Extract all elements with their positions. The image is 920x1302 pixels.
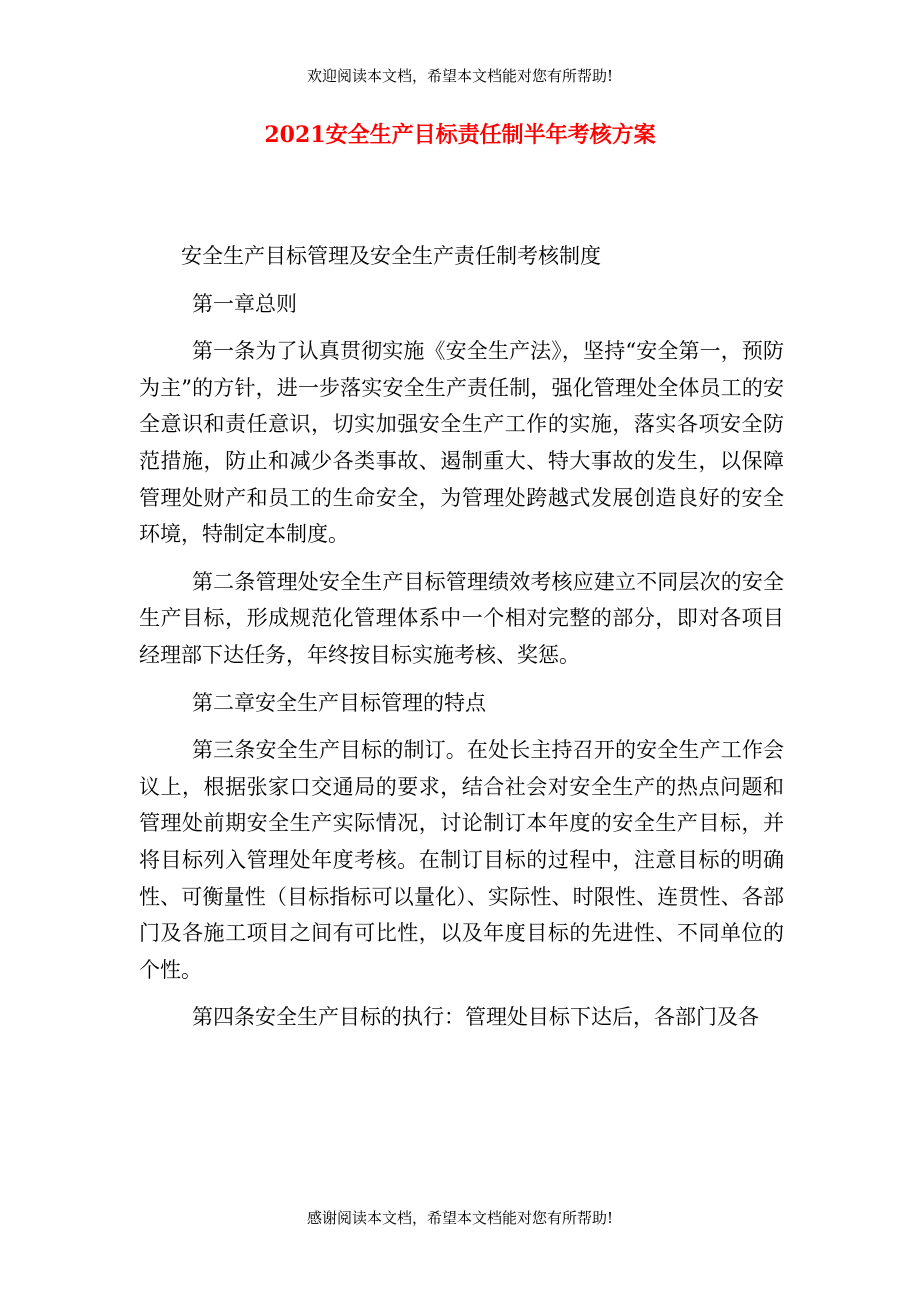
page-footer: 感谢阅读本文档，希望本文档能对您有所帮助! — [306, 1209, 614, 1227]
chapter-heading: 第一章总则 — [192, 291, 297, 316]
article-paragraph: 第一条为了认真贯彻实施《安全生产法》，坚持“安全第一，预防为主”的方针，进一步落实安全生产责任制，强化管理处全体员工的安全意识和责任意识，切实加强安全生产工作的实施，落实各项安全防范措施，防止和减少各类事故、遏制重大、特大事故的发生，以保障管理处财产和员工的生命安全，为管理处跨越式发展创造良好的安全环境，特制定本制度。 — [139, 339, 784, 547]
article-paragraph: 第二条管理处安全生产目标管理绩效考核应建立不同层次的安全生产目标，形成规范化管理体系中一个相对完整的部分，即对各项目经理部下达任务，年终按目标实施考核、奖惩。 — [139, 569, 784, 667]
document-title: 2021安全生产目标责任制半年考核方案 — [264, 122, 656, 148]
document-body — [139, 238, 784, 1036]
article-paragraph: 第三条安全生产目标的制订。在处长主持召开的安全生产工作会议上，根据张家口交通局的要求，结合社会对安全生产的热点问题和管理处前期安全生产实际情况，讨论制订本年度的安全生产目标，并将目标列入管理处年度考核。在制订目标的过程中，注意目标的明确性、可衡量性（目标指标可以量化）、实际性、时限性、连贯性、各部门及各施工项目之间有可比性，以及年度目标的先进性、不同单位的个性。 — [139, 738, 784, 982]
article-paragraph: 第四条安全生产目标的执行：管理处目标下达后，各部门及各 — [192, 1005, 759, 1030]
page-header: 欢迎阅读本文档，希望本文档能对您有所帮助! — [306, 67, 614, 85]
document-subtitle: 安全生产目标管理及安全生产责任制考核制度 — [181, 244, 601, 268]
chapter-heading: 第二章安全生产目标管理的特点 — [192, 690, 486, 715]
